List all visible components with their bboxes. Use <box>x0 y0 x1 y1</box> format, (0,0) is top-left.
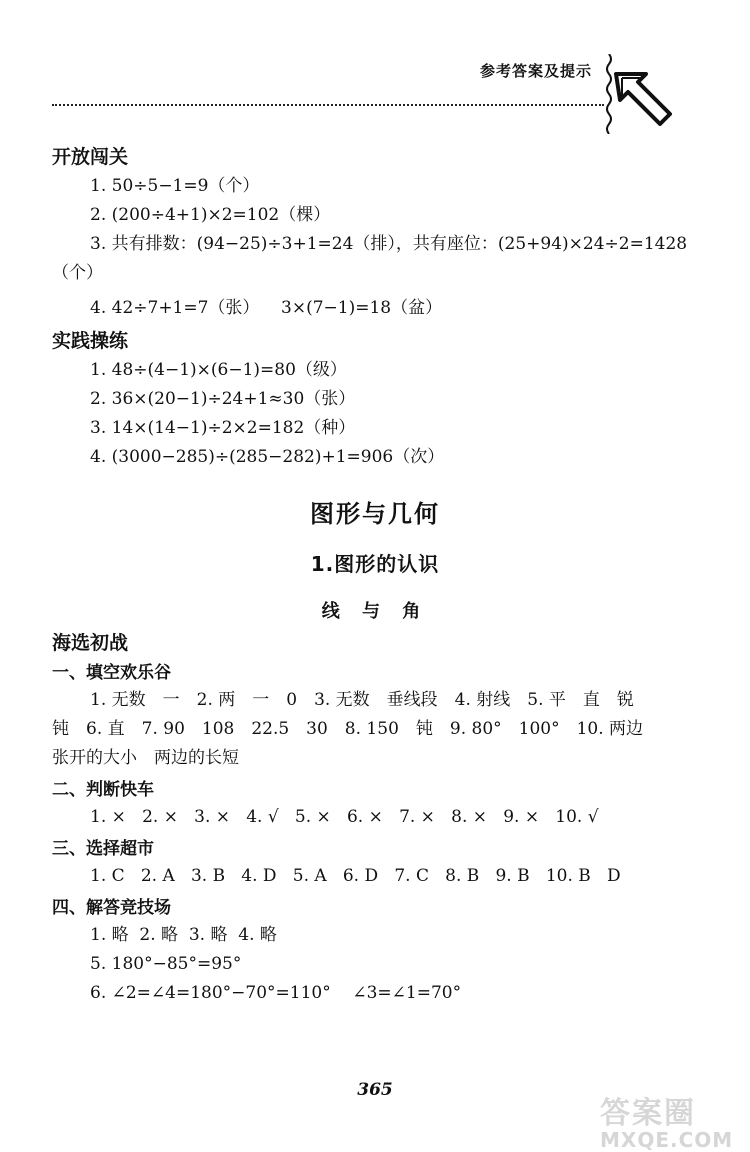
page-number: 365 <box>357 1080 393 1100</box>
watermark-logo <box>600 1088 733 1152</box>
section-preliminary <box>52 628 702 1008</box>
section-heading: 开放闯关 <box>52 146 129 168</box>
subsection-heading-choose: 三、选择超市 <box>52 839 154 859</box>
section-practice <box>52 326 702 472</box>
running-header: 参考答案及提示 <box>480 62 593 80</box>
answer-line: 2. 36×(20−1)÷24+1≈30（张） <box>90 389 356 409</box>
answer-line: 1. 略 2. 略 3. 略 4. 略 <box>90 925 277 945</box>
answer-line: 3. 共有排数：(94−25)÷3+1=24（排），共有座位：(25+94)×24÷2=1428 <box>90 234 688 254</box>
answer-line: 3. 14×(14−1)÷2×2=182（种） <box>90 418 356 438</box>
choose-answers: 1. C 2. A 3. B 4. D 5. A 6. D 7. C 8. B 9. B 10. B D <box>90 866 621 886</box>
chapter-title: 1.图形的认识 <box>310 552 440 576</box>
fill-answers: 1. 无数 一 2. 两 一 0 3. 无数 垂线段 4. 射线 5. 平 直 锐 钝 6. 直 7. 90 108 22.5 30 8. 150 钝 9. 80° 100° 10. 两边张开的大小 两边的长短 <box>52 690 651 768</box>
arrow-icon <box>612 68 674 130</box>
answer-line: 6. ∠2=∠4=180°−70°=110° ∠3=∠1=70° <box>90 983 462 1003</box>
answer-line: 2. (200÷4+1)×2=102（棵） <box>90 205 331 225</box>
answer-line: 1. 48÷(4−1)×(6−1)=80（级） <box>90 360 347 380</box>
subsection-heading-fill: 一、填空欢乐谷 <box>52 663 171 683</box>
subsection-heading-judge: 二、判断快车 <box>52 780 154 800</box>
part-title: 图形与几何 <box>310 500 440 528</box>
section-open-challenge <box>52 142 702 323</box>
section-heading: 海选初战 <box>52 632 129 654</box>
answer-line: 4. (3000−285)÷(285−282)+1=906（次） <box>90 447 445 467</box>
answer-line: 5. 180°−85°=95° <box>90 954 242 974</box>
watermark-line: 答案圈 <box>600 1096 696 1131</box>
section-heading: 实践操练 <box>52 330 129 352</box>
answer-line: 4. 42÷7+1=7（张） 3×(7−1)=18（盆） <box>90 298 443 318</box>
answer-line: （个） <box>52 263 103 283</box>
header-dotted-rule <box>52 104 604 106</box>
judge-answers: 1. × 2. × 3. × 4. √ 5. × 6. × 7. × 8. × 9. × 10. √ <box>90 807 599 827</box>
answer-line: 1. 50÷5−1=9（个） <box>90 176 260 196</box>
lesson-title: 线 与 角 <box>321 601 429 622</box>
watermark-line: MXQE.COM <box>600 1128 734 1152</box>
subsection-heading-solve: 四、解答竞技场 <box>52 898 171 918</box>
